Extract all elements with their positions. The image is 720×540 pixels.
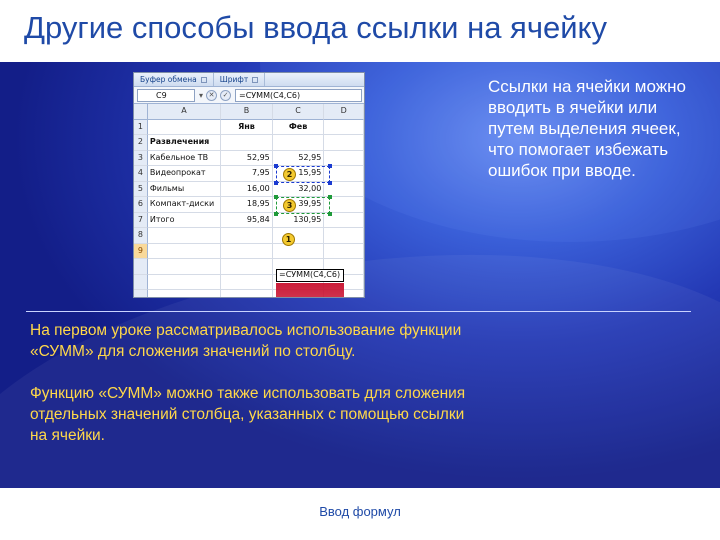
table-row [134,120,364,136]
cell[interactable] [324,197,364,213]
column-header[interactable]: C [273,104,325,120]
cell[interactable] [148,290,221,298]
cell[interactable]: 95,84 [221,213,273,229]
title-band [0,0,720,62]
cell[interactable]: 130,95 [273,213,325,229]
selection-handle [274,164,278,168]
content-area [0,62,720,488]
cell[interactable]: Фев [273,120,325,136]
dropdown-icon[interactable]: ▾ [199,90,204,100]
dialog-launcher-icon[interactable] [252,77,258,83]
column-header[interactable]: D [324,104,364,120]
select-all-corner[interactable] [134,104,148,120]
row-header[interactable]: 3 [134,151,148,167]
selection-handle [328,181,332,185]
row-header[interactable]: 9 [134,244,148,260]
cell[interactable] [221,259,273,275]
selection-handle [328,195,332,199]
cell[interactable]: Итого [148,213,221,229]
selection-handle [328,164,332,168]
cell[interactable]: 32,00 [273,182,325,198]
bottom-paragraph-1: На первом уроке рассматривалось использование функции «СУММ» для сложения значений по столбцу. [30,322,462,360]
column-header[interactable]: B [221,104,273,120]
slide-title: Другие способы ввода ссылки на ячейку [24,10,607,45]
cell[interactable]: 16,00 [221,182,273,198]
step-badge-2: 2 [283,168,296,181]
cell[interactable] [221,135,273,151]
cell[interactable] [273,135,325,151]
cell[interactable] [221,244,273,260]
step-badge-3: 3 [283,199,296,212]
selection-handle [274,195,278,199]
bottom-paragraph-2: Функцию «СУММ» можно также использовать для сложения отдельных значений столбца, указанных с помощью ссылки на ячейки. [30,385,466,444]
right-description: Ссылки на ячейки можно вводить в ячейки или путем выделения ячеек, что помогает избежать ошибок при вводе. [488,77,686,180]
editing-cell-c9[interactable]: =СУММ(C4,C6) [276,269,344,282]
row-header[interactable]: 5 [134,182,148,198]
ribbon-group-font[interactable] [214,73,265,86]
cancel-icon[interactable]: ✕ [206,90,217,101]
cell[interactable]: 52,95 [273,151,325,167]
cell[interactable]: Кабельное ТВ [148,151,221,167]
cell[interactable] [148,120,221,136]
selection-handle [274,181,278,185]
cell[interactable]: Развлечения [148,135,221,151]
cell[interactable]: 39,95 [273,197,325,213]
cell[interactable] [148,244,221,260]
cell[interactable] [221,275,273,291]
cell[interactable]: Фильмы [148,182,221,198]
cell[interactable]: 7,95 [221,166,273,182]
row-header[interactable]: 7 [134,213,148,229]
formula-bar [134,87,364,104]
cell[interactable] [324,244,364,260]
enter-icon[interactable]: ✓ [220,90,231,101]
formula-buttons [199,90,231,101]
cell[interactable]: 18,95 [221,197,273,213]
divider-line [26,311,691,312]
cell[interactable] [273,244,325,260]
cell[interactable] [324,228,364,244]
cell[interactable]: Компакт-диски [148,197,221,213]
name-box[interactable]: C9 [137,89,195,102]
table-row [134,228,364,244]
cell[interactable] [324,166,364,182]
cell[interactable] [221,290,273,298]
row-header[interactable]: 4 [134,166,148,182]
formula-input[interactable]: =СУММ(C4,C6) [235,89,362,102]
callout-connector [276,283,344,298]
column-header-row [134,104,364,120]
cell[interactable] [324,135,364,151]
selection-handle [328,212,332,216]
cell[interactable]: 15,95 [273,166,325,182]
cell[interactable] [148,275,221,291]
row-header[interactable]: 1 [134,120,148,136]
excel-ribbon [134,73,364,87]
table-row [134,135,364,151]
dialog-launcher-icon[interactable] [201,77,207,83]
cell[interactable]: 52,95 [221,151,273,167]
cell[interactable]: Видеопрокат [148,166,221,182]
cell[interactable] [324,120,364,136]
slide-footer: Ввод формул [319,504,401,519]
cell[interactable] [273,228,325,244]
step-badge-1: 1 [282,233,295,246]
row-header[interactable]: 2 [134,135,148,151]
bottom-description [30,320,470,446]
cell[interactable] [221,228,273,244]
row-header[interactable] [134,275,148,291]
ribbon-group-label: Буфер обмена [140,75,197,84]
row-header[interactable]: 8 [134,228,148,244]
cell[interactable] [148,259,221,275]
cell[interactable] [148,228,221,244]
row-header[interactable] [134,290,148,298]
excel-screenshot [133,72,365,298]
selection-handle [274,212,278,216]
ribbon-group-label: Шрифт [219,75,249,84]
column-header[interactable]: A [148,104,221,120]
table-row [134,244,364,260]
cell[interactable]: Янв [221,120,273,136]
ribbon-group-clipboard[interactable] [134,73,214,86]
row-header[interactable]: 6 [134,197,148,213]
row-header[interactable] [134,259,148,275]
